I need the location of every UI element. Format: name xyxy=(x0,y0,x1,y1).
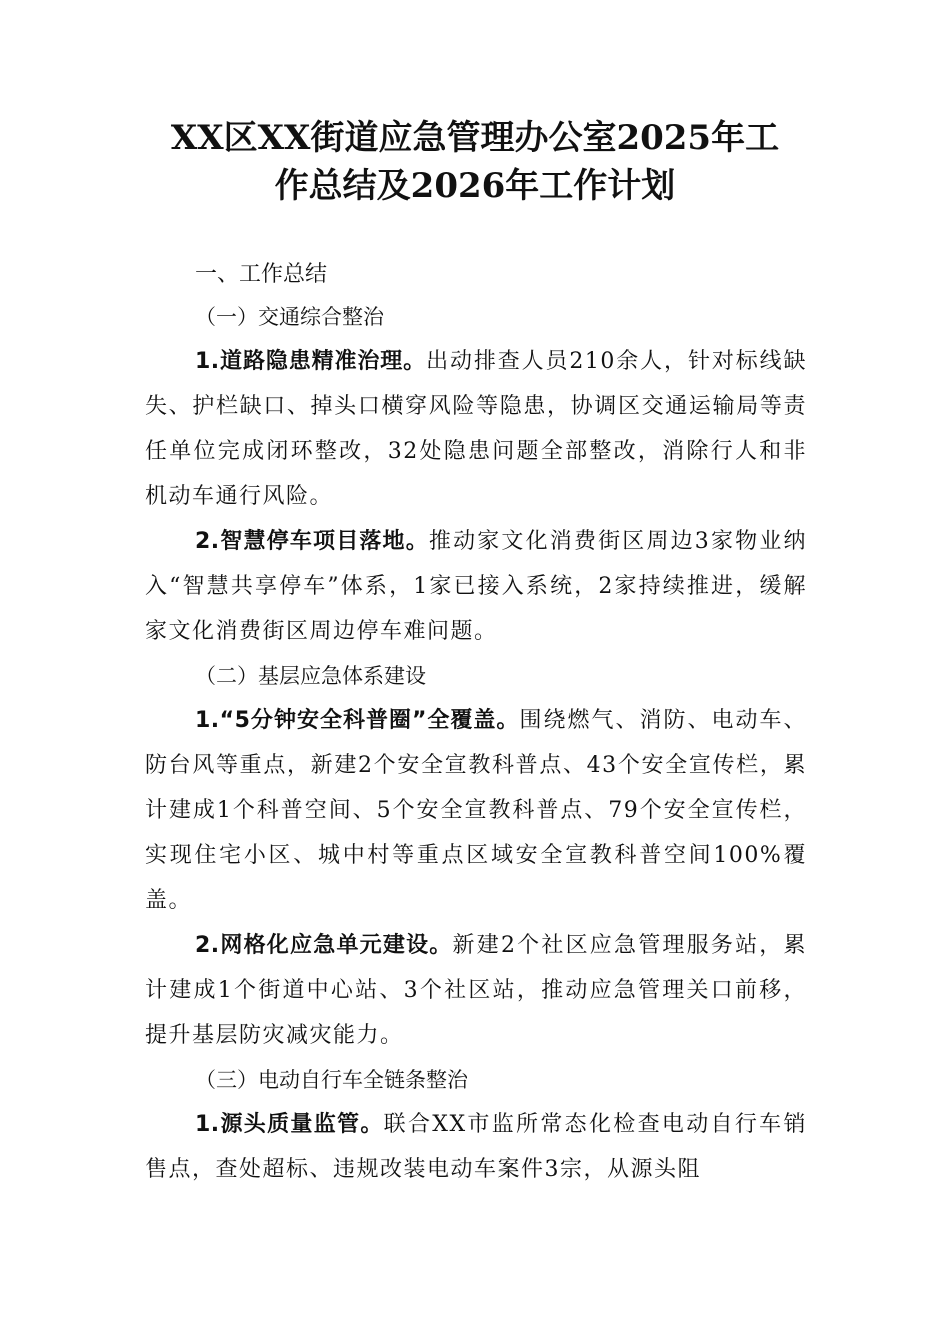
paragraph-grid-units xyxy=(145,923,807,1058)
paragraph-text: 推动家文化消费街区周边3家物业纳入“智慧共享停车”体系，1家已接入系统，2家持续推进，缓解家文化消费街区周边停车难问题。 xyxy=(145,529,808,644)
paragraph-text: 出动排查人员210余人，针对标线缺失、护栏缺口、掉头口横穿风险等隐患，协调区交通运输局等责任单位完成闭环整改，32处隐患问题全部整改，消除行人和非机动车通行风险。 xyxy=(145,349,807,509)
paragraph-lead: 1.道路隐患精准治理。 xyxy=(195,349,427,374)
paragraph-safety-circle xyxy=(145,698,807,923)
paragraph-smart-parking xyxy=(145,519,807,654)
paragraph-text: 联合XX市监所常态化检查电动自行车销售点，查处超标、违规改装电动车案件3宗，从源头阻 xyxy=(145,1112,807,1182)
title-line-1: XX区XX街道应急管理办公室2025年工 xyxy=(170,118,780,158)
paragraph-lead: 2.网格化应急单元建设。 xyxy=(195,933,453,958)
paragraph-lead: 1.源头质量监管。 xyxy=(195,1112,384,1137)
paragraph-lead: 1.“5分钟安全科普圈”全覆盖。 xyxy=(195,708,520,733)
paragraph-lead: 2.智慧停车项目落地。 xyxy=(195,529,429,554)
section-heading-work-summary: 一、工作总结 xyxy=(195,262,328,287)
subsection-heading-traffic: （一）交通综合整治 xyxy=(195,305,384,329)
paragraph-road-hazards xyxy=(145,339,807,519)
title-line-2: 作总结及2026年工作计划 xyxy=(274,166,676,206)
paragraph-text: 新建2个社区应急管理服务站，累计建成1个街道中心站、3个社区站，推动应急管理关口前移，提升基层防灾减灾能力。 xyxy=(145,933,807,1048)
subsection-heading-ebike: （三）电动自行车全链条整治 xyxy=(195,1068,468,1092)
paragraph-source-quality xyxy=(145,1102,807,1192)
paragraph-text: 围绕燃气、消防、电动车、防台风等重点，新建2个安全宣教科普点、43个安全宣传栏，累计建成1个科普空间、5个安全宣教科普点、79个安全宣传栏，实现住宅小区、城中村等重点区域安全宣教科普空间100%覆盖。 xyxy=(145,708,807,913)
document-body xyxy=(145,255,807,1192)
document-title xyxy=(145,114,805,210)
subsection-heading-emergency-system: （二）基层应急体系建设 xyxy=(195,664,426,688)
